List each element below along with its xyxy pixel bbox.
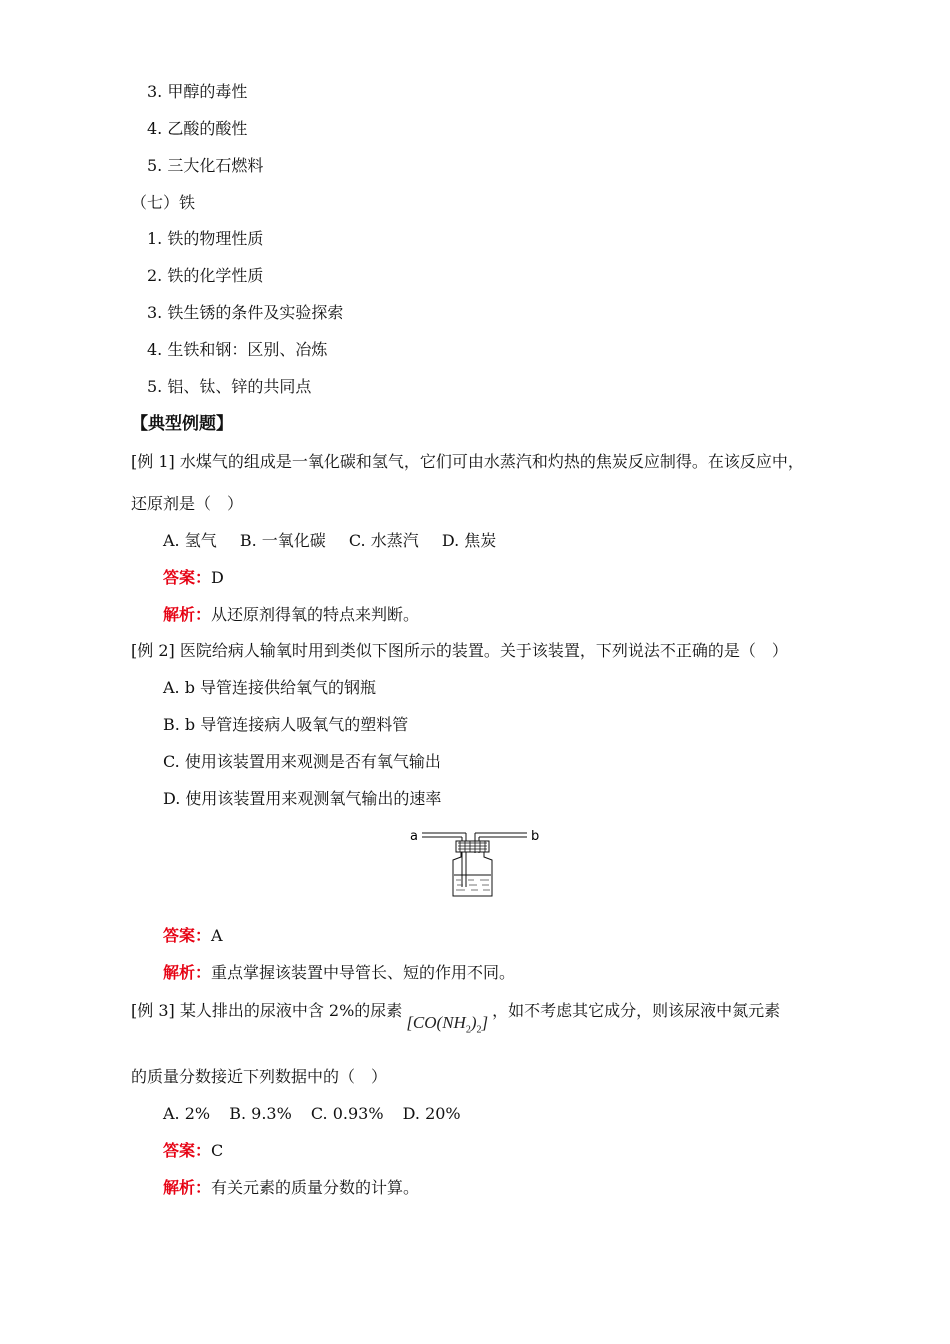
example3-options — [163, 1104, 461, 1124]
gas-washing-bottle-diagram — [405, 822, 545, 898]
option: B. b 导管连接病人吸氧气的塑料管 — [163, 715, 409, 734]
option: B. 一氧化碳 — [239, 531, 326, 550]
analysis-label: 解析： — [163, 1178, 212, 1197]
question-start: [例 3] 某人排出的尿液中含 2%的尿素 — [131, 1001, 403, 1020]
analysis-text: 从还原剂得氧的特点来判断。 — [211, 605, 420, 624]
outline-item: 3. 甲醇的毒性 — [147, 82, 248, 101]
example2-question: [例 2] 医院给病人输氧时用到类似下图所示的装置。关于该装置，下列说法不正确的是（ ） — [131, 641, 788, 660]
outline-item: 2. 铁的化学性质 — [147, 266, 264, 285]
figure-label-b: b — [531, 829, 540, 844]
option: C. 使用该装置用来观测是否有氧气输出 — [163, 752, 441, 771]
analysis-label: 解析： — [163, 605, 212, 624]
option: B. 9.3% — [229, 1104, 292, 1123]
analysis-text: 有关元素的质量分数的计算。 — [211, 1178, 420, 1197]
answer-value: D — [211, 568, 224, 587]
urea-formula: $[CO(NH_2)_2]$ — [406, 1013, 489, 1036]
example3-answer — [163, 1141, 223, 1161]
answer-value: A — [211, 926, 223, 945]
example1-question: [例 1] 水煤气的组成是一氧化碳和氢气，它们可由水蒸汽和灼热的焦炭反应制得。在该反应中， — [131, 452, 804, 471]
outline-item: 5. 三大化石燃料 — [147, 156, 264, 175]
example3-question — [131, 1001, 781, 1036]
option: A. b 导管连接供给氧气的钢瓶 — [163, 678, 377, 697]
answer-label: 答案： — [163, 926, 212, 945]
answer-label: 答案： — [163, 1141, 212, 1160]
question-end: ，如不考虑其它成分，则该尿液中氮元素 — [492, 1001, 781, 1020]
outline-item: 5. 铝、钛、锌的共同点 — [147, 377, 312, 396]
outline-item: 4. 生铁和钢：区别、冶炼 — [147, 340, 328, 359]
outline-item: 4. 乙酸的酸性 — [147, 119, 248, 138]
analysis-text: 重点掌握该装置中导管长、短的作用不同。 — [211, 963, 516, 982]
option: D. 焦炭 — [441, 531, 497, 550]
section-heading: （七）铁 — [131, 193, 196, 212]
example2-answer — [163, 926, 223, 946]
figure-label-a: a — [410, 829, 418, 844]
example1-answer — [163, 568, 224, 588]
option: D. 使用该装置用来观测氧气输出的速率 — [163, 789, 442, 808]
answer-label: 答案： — [163, 568, 212, 587]
option: A. 氢气 — [163, 531, 217, 550]
example3-analysis — [163, 1178, 419, 1198]
example1-options — [163, 531, 496, 551]
example3-question-cont: 的质量分数接近下列数据中的（ ） — [131, 1067, 388, 1086]
example1-question-cont: 还原剂是（ ） — [131, 494, 244, 513]
option: D. 20% — [402, 1104, 461, 1123]
answer-value: C — [211, 1141, 224, 1160]
option: C. 0.93% — [310, 1104, 384, 1123]
outline-item: 3. 铁生锈的条件及实验探索 — [147, 303, 344, 322]
analysis-label: 解析： — [163, 963, 212, 982]
option: A. 2% — [163, 1104, 211, 1123]
examples-heading: 【典型例题】 — [131, 414, 233, 434]
example2-analysis — [163, 963, 515, 983]
option: C. 水蒸汽 — [348, 531, 419, 550]
outline-item: 1. 铁的物理性质 — [147, 229, 264, 248]
example1-analysis — [163, 605, 419, 625]
